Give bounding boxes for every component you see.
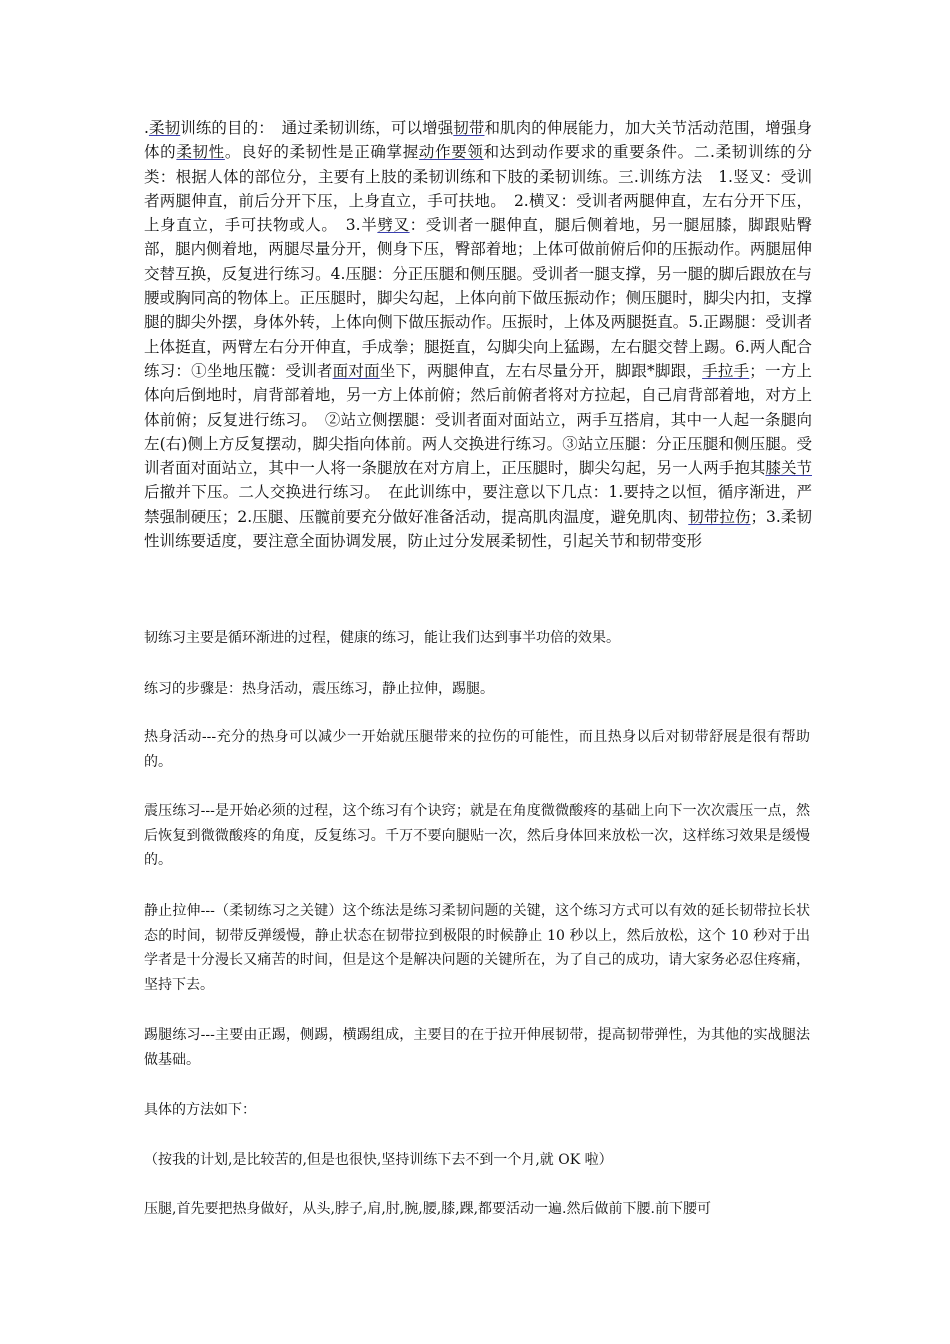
intro-text: . <box>144 119 149 137</box>
intro-text: 和达到动作要求的重要条件。二.柔韧训练的分类：根据人体的部位分，主要有上肢的柔韧训练和下肢的柔韧训练。三.训练方法 1.竖叉：受训者两腿伸直，前后分开下压，上身直立，手可扶地。 2.横叉：受训者两腿伸直，左右分开下压，上身直立，手可扶物或人。 3.半 <box>144 143 812 235</box>
intro-text: 和肌肉的伸展能力，加大关节活动范围，增强身体的 <box>144 119 812 162</box>
paragraph-leg-press: 压腿,首先要把热身做好，从头,脖子,肩,肘,腕,腰,膝,踝,都要活动一遍.然后做前下腰.前下腰可 <box>144 1201 711 1217</box>
paragraph-intro-summary: 韧练习主要是循环渐进的过程，健康的练习，能让我们达到事半功倍的效果。 <box>144 630 620 646</box>
paragraph-steps: 练习的步骤是：热身活动，震压练习，静止拉伸，踢腿。 <box>144 681 494 697</box>
intro-text: 坐下，两腿伸直，左右尽量分开，脚跟*脚跟， <box>379 361 703 380</box>
paragraph-kick-practice: 踢腿练习---主要由正踢，侧踢，横踢组成，主要目的在于拉开伸展韧带，提高韧带弹性，为其他的实战腿法做基础。 <box>144 1027 810 1068</box>
paragraph-static-stretch: 静止拉伸---（柔韧练习之关键）这个练法是练习柔韧问题的关键，这个练习方式可以有效的延长韧带拉长状态的时间，韧带反弹缓慢，静止状态在韧带拉到极限的时候静止 10 秒以上，然后放松，这个 10 秒对于出学者是十分漫长又痛苦的时间，但是这个是解决问题的关键所在，为了自己的成功，请大家务必忍住疼痛，坚持下去。 <box>144 903 810 993</box>
intro-text: ；3.柔韧性训练要适度，要注意全面协调发展，防止过分发展柔韧性，引起关节和韧带变形 <box>144 507 812 551</box>
intro-paragraph <box>144 116 812 553</box>
hyperlink[interactable]: 柔韧性 <box>176 143 225 162</box>
paragraph-vibration-press: 震压练习---是开始必须的过程，这个练习有个诀窍；就是在角度微微酸疼的基础上向下一次次震压一点，然后恢复到微微酸疼的角度，反复练习。千万不要向腿贴一次，然后身体回来放松一次，这样练习效果是缓慢的。 <box>144 803 810 868</box>
intro-text: ；一方上体向后倒地时，肩背部着地，另一方上体前俯；然后前俯者将对方拉起，自己肩背部着地，对方上体前俯；反复进行练习。 ②站立侧摆腿：受训者面对面站立，两手互搭肩，其中一人起一条腿向左(右)侧上方反复摆动，脚尖指向体前。两人交换进行练习。③站立压腿：分正压腿和侧压腿。受训者面对面站立，其中一人将一条腿放在对方肩上，正压腿时，脚尖勾起，另一人两手抱其 <box>144 361 812 478</box>
paragraph-warmup: 热身活动---充分的热身可以减少一开始就压腿带来的拉伤的可能性，而且热身以后对韧带舒展是很有帮助的。 <box>144 729 810 770</box>
hyperlink[interactable]: 面对面 <box>332 361 380 380</box>
hyperlink[interactable]: 韧带拉伤 <box>688 507 751 526</box>
hyperlink[interactable]: 膝关节 <box>765 459 812 478</box>
paragraph-method-heading: 具体的方法如下： <box>144 1102 256 1118</box>
hyperlink[interactable]: 动作要领 <box>418 143 484 162</box>
intro-text: ：受训者一腿伸直，腿后侧着地，另一腿屈膝，脚跟贴臀部，腿内侧着地，两腿尽量分开，侧身下压，臀部着地；上体可做前俯后仰的压振动作。两腿屈伸交替互换，反复进行练习。4.压腿：分正压腿和侧压腿。受训者一腿支撑，另一腿的脚后跟放在与腰或胸同高的物体上。正压腿时，脚尖勾起，上体向前下做压振动作；侧压腿时，脚尖内扣，支撑腿的脚尖外摆，身体外转，上体向侧下做压振动作。压振时，上体及两腿挺直。5.正踢腿：受训者上体挺直，两臂左右分开伸直，手成拳；腿挺直，勾脚尖向上猛踢，左右腿交替上踢。6.两人配合练习：①坐地压髋：受训者 <box>144 216 812 380</box>
hyperlink[interactable]: 手拉手 <box>702 361 750 380</box>
intro-text: 后撤并下压。二人交换进行练习。 在此训练中，要注意以下几点：1.要持之以恒，循序渐进，严禁强制硬压；2.压腿、压髋前要充分做好准备活动，提高肌肉温度，避免肌肉、 <box>144 483 812 526</box>
intro-text: 训练的目的： 通过柔韧训练，可以增强 <box>180 119 454 137</box>
intro-text: 。良好的柔韧性是正确掌握 <box>224 143 419 162</box>
hyperlink[interactable]: 柔韧 <box>148 119 181 137</box>
hyperlink[interactable]: 劈叉 <box>377 216 410 235</box>
paragraph-plan-note: （按我的计划,是比较苦的,但是也很快,坚持训练下去不到一个月,就 OK 啦） <box>144 1152 613 1168</box>
hyperlink[interactable]: 韧带 <box>453 119 485 137</box>
